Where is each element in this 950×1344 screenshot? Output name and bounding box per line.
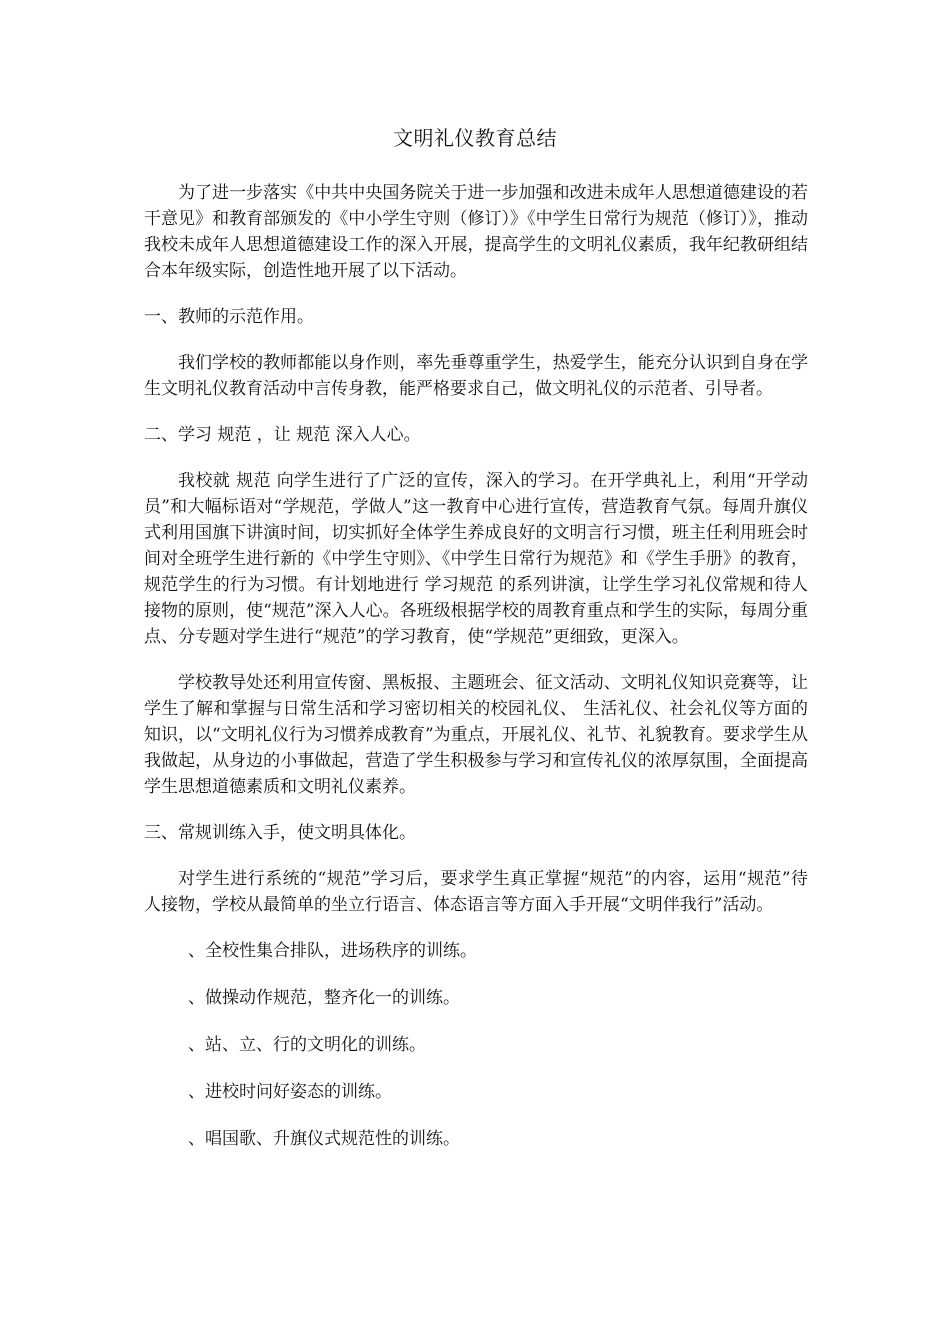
section-heading-1: 一、教师的示范作用。 bbox=[144, 307, 314, 327]
section-1-paragraph: 我们学校的教师都能以身作则，率先垂尊重学生，热爱学生，能充分认识到自身在学生文明礼仪教育活动中言传身教，能严格要求自己，做文明礼仪的示范者、引导者。 bbox=[144, 353, 808, 399]
section-2-paragraph-1: 我校就 规范 向学生进行了广泛的宣传，深入的学习。在开学典礼上，利用“开学动员”和大幅标语对“学规范，学做人”这一教育中心进行宣传，营造教育气氛。每周升旗仪式利用国旗下讲演时间，切实抓好全体学生养成良好的文明言行习惯，班主任利用班会时间对全班学生进行新的《中学生守则》、《中学生日常行为规范》和《学生手册》的教育，规范学生的行为习惯。有计划地进行 学习规范 的系列讲演，让学生学习礼仪常规和待人接物的原则，使“规范”深入人心。各班级根据学校的周教育重点和学生的实际，每周分重点、分专题对学生进行“规范”的学习教育，使“学规范”更细致，更深入。 bbox=[144, 471, 808, 647]
document-body bbox=[144, 180, 808, 1152]
training-item: 、进校时问好姿态的训练。 bbox=[188, 1082, 392, 1102]
training-item: 、站、立、行的文明化的训练。 bbox=[188, 1035, 426, 1055]
section-2-paragraph-2: 学校教导处还利用宣传窗、黑板报、主题班会、征文活动、文明礼仪知识竞赛等，让学生了解和掌握与日常生活和学习密切相关的校园礼仪、 生活礼仪、社会礼仪等方面的知识，以“文明礼仪行为习惯养成教育”为重点，开展礼仪、礼节、礼貌教育。要求学生从我做起，从身边的小事做起，营造了学生积极参与学习和宣传礼仪的浓厚氛围，全面提高学生思想道德素质和文明礼仪素养。 bbox=[144, 673, 808, 797]
section-heading-3: 三、常规训练入手，使文明具体化。 bbox=[144, 823, 416, 843]
section-heading-2: 二、学习 规范 ，让 规范 深入人心。 bbox=[144, 425, 421, 445]
document-title: 文明礼仪教育总结 bbox=[393, 126, 557, 150]
training-item: 、唱国歌、升旗仪式规范性的训练。 bbox=[188, 1129, 460, 1149]
section-3-paragraph: 对学生进行系统的“规范”学习后，要求学生真正掌握“规范”的内容，运用“规范”待人接物，学校从最简单的坐立行语言、体态语言等方面入手开展“文明伴我行”活动。 bbox=[144, 869, 808, 915]
training-item: 、全校性集合排队，进场秩序的训练。 bbox=[188, 941, 477, 961]
training-item: 、做操动作规范，整齐化一的训练。 bbox=[188, 988, 460, 1008]
intro-paragraph: 为了进一步落实《中共中央国务院关于进一步加强和改进未成年人思想道德建设的若干意见》和教育部颁发的《中小学生守则（修订）》《中学生日常行为规范（修订）》，推动我校未成年人思想道德建设工作的深入开展，提高学生的文明礼仪素质，我年纪教研组结合本年级实际，创造性地开展了以下活动。 bbox=[144, 183, 808, 281]
